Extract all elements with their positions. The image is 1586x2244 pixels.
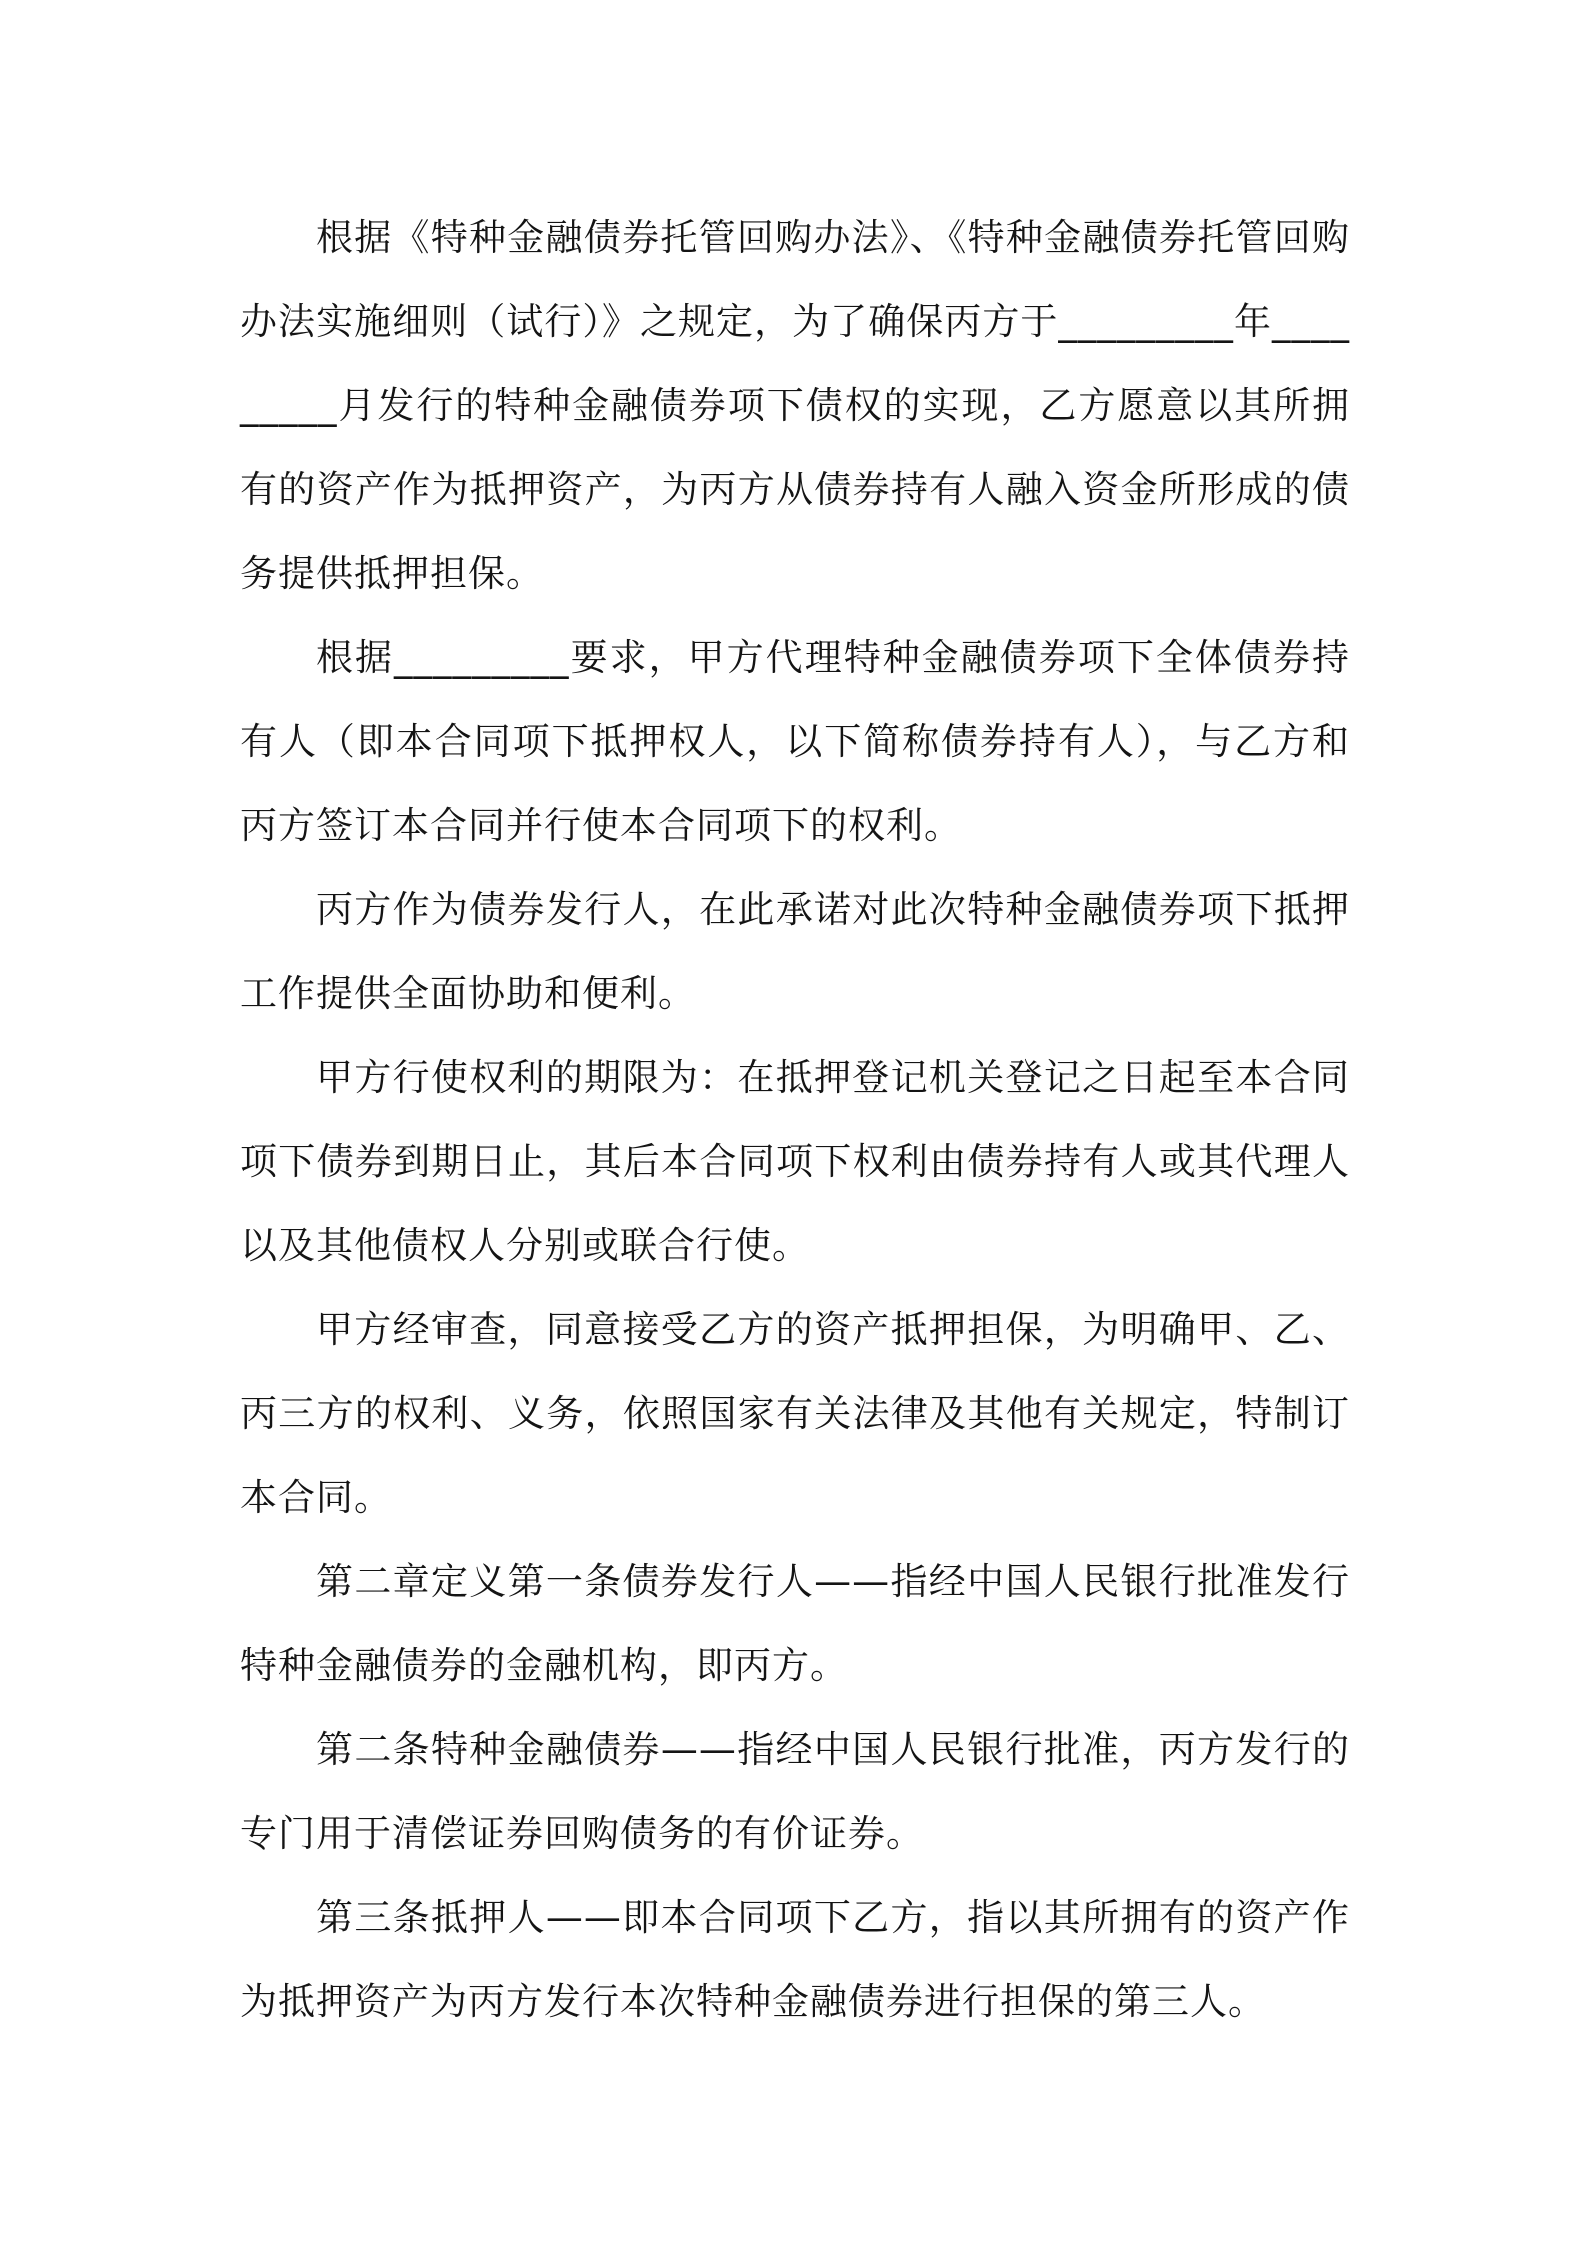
document-body <box>240 196 1350 2044</box>
paragraph-review-agreement: 甲方经审查，同意接受乙方的资产抵押担保，为明确甲、乙、丙三方的权利、义务，依照国家有关法律及其他有关规定，特制订本合同。 <box>240 1308 1350 1519</box>
paragraph-issuer-commitment: 丙方作为债券发行人，在此承诺对此次特种金融债券项下抵押工作提供全面协助和便利。 <box>240 888 1350 1015</box>
paragraph-definition-special-bond: 第二条特种金融债券——指经中国人民银行批准，丙方发行的专门用于清偿证券回购债务的有价证券。 <box>240 1728 1350 1855</box>
paragraph-rights-period: 甲方行使权利的期限为：在抵押登记机关登记之日起至本合同项下债券到期日止，其后本合同项下权利由债券持有人或其代理人以及其他债权人分别或联合行使。 <box>240 1056 1350 1267</box>
paragraph-definition-issuer: 第二章定义第一条债券发行人——指经中国人民银行批准发行特种金融债券的金融机构，即丙方。 <box>240 1560 1350 1687</box>
paragraph-preamble-purpose: 根据《特种金融债券托管回购办法》、《特种金融债券托管回购办法实施细则（试行）》之规定，为了确保丙方于_________年_________月发行的特种金融债券项下债权的实现，乙方愿意以其所拥有的资产作为抵押资产，为丙方从债券持有人融入资金所形成的债务提供抵押担保。 <box>240 216 1350 595</box>
paragraph-definition-mortgagor: 第三条抵押人——即本合同项下乙方，指以其所拥有的资产作为抵押资产为丙方发行本次特种金融债券进行担保的第三人。 <box>240 1896 1350 2023</box>
paragraph-agent-authorization: 根据_________要求，甲方代理特种金融债券项下全体债券持有人（即本合同项下抵押权人，以下简称债券持有人），与乙方和丙方签订本合同并行使本合同项下的权利。 <box>240 636 1350 847</box>
